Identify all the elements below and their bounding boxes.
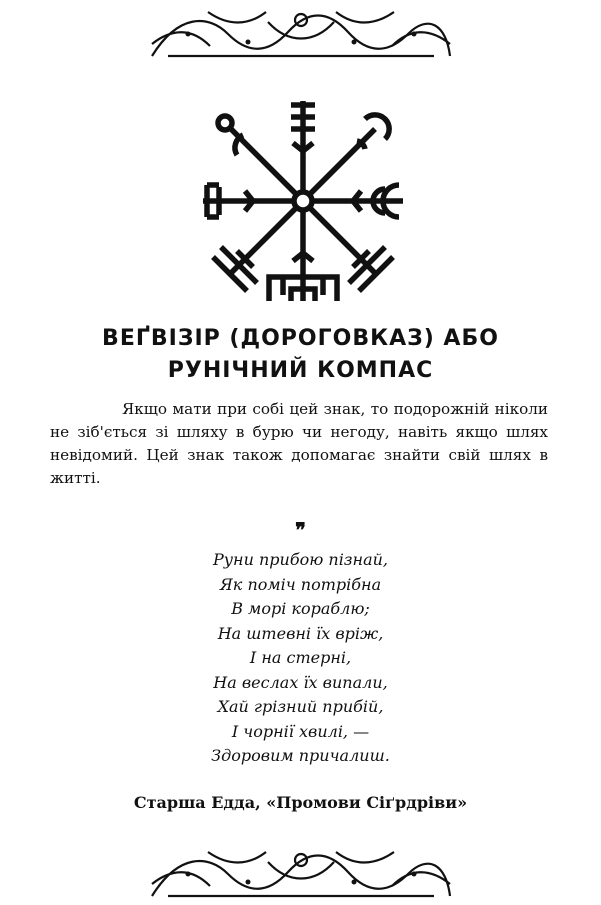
- top-ornament-border: [148, 4, 454, 60]
- vegvisir-symbol-icon: [196, 94, 410, 308]
- bottom-ornament-border: [148, 844, 454, 900]
- poem-line: Здоровим причалиш.: [211, 746, 390, 765]
- poem-line: В морі кораблю;: [231, 599, 370, 618]
- title-line-2: РУНІЧНИЙ КОМПАС: [167, 358, 434, 383]
- poem-line: І на стерні,: [249, 648, 352, 667]
- poem-line: Як поміч потрібна: [219, 574, 382, 594]
- poem-line: На веслах їх випали,: [213, 672, 388, 692]
- poem-line: Руни прибою пізнай,: [212, 550, 388, 569]
- poem-line: Хай грізний прибій,: [217, 697, 384, 716]
- poem-line: І чорнії хвилі, —: [231, 721, 370, 741]
- poem-block: [0, 548, 601, 769]
- quote-attribution: Старша Едда, «Промови Сіґрдріви»: [133, 793, 468, 812]
- quote-mark-icon: ❞: [295, 518, 306, 542]
- description-paragraph: Якщо мати при собі цей знак, то подорожній ніколи не зіб'ється зі шляху в бурю чи негоду, навіть якщо шлях невідомий. Цей знак також допомагає знайти свій шлях в житті.: [50, 400, 548, 487]
- poem-line: На штевні їх вріж,: [217, 623, 384, 643]
- title-line-1: ВЕҐВІЗІР (ДОРОГОВКАЗ) АБО: [102, 326, 499, 351]
